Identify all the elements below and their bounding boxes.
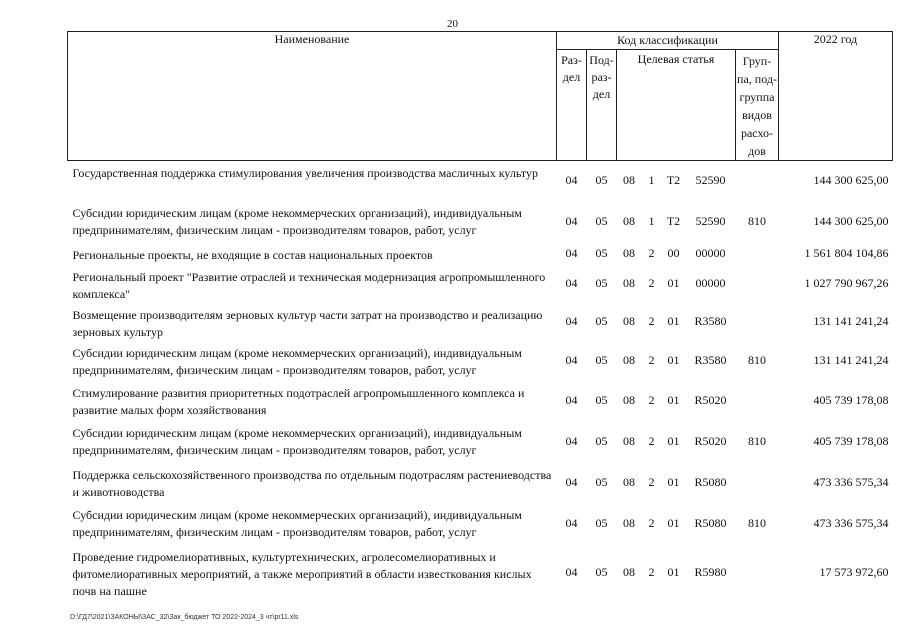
row-podrazdel: 05 — [595, 314, 608, 328]
row-expense-type — [736, 265, 779, 303]
row-name: Субсидии юридическим лицам (кроме некоммерческих организаций), индивидуальным предпринимателям, физическим лицам - производителям товаров, работ, услуг — [72, 345, 522, 377]
row-target-program: 08 — [623, 314, 635, 328]
row-target-event: 00 — [667, 246, 680, 260]
row-target-direction: R3580 — [694, 353, 727, 367]
row-name: Субсидии юридическим лицам (кроме некоммерческих организаций), индивидуальным предпринимателям, физическим лицам - производителям товаров, работ, услуг — [72, 425, 522, 457]
header-razdel: Раз- дел — [557, 50, 587, 161]
row-podrazdel: 05 — [595, 173, 608, 188]
row-name: Возмещение производителям зерновых культур части затрат на производство и реализацию зерновых культур — [72, 307, 543, 339]
row-amount: 131 141 241,24 — [813, 353, 889, 367]
row-target-subprogram: 2 — [648, 353, 655, 367]
row-razdel: 04 — [565, 314, 578, 328]
row-razdel: 04 — [565, 353, 578, 367]
row-podrazdel: 05 — [595, 276, 608, 290]
header-expense-type: Груп- па, под- группа видов расхо- дов — [736, 50, 779, 161]
row-target-event: 01 — [667, 314, 680, 328]
row-razdel: 04 — [565, 516, 578, 530]
row-target-program: 08 — [623, 516, 635, 530]
row-target-program: 08 — [623, 276, 635, 290]
file-path-footer: D:\ГД7\2021\ЗАКОНЫ\ЗАС_32\Зак_бюджет ТО 2022-2024_3 чт\pr11.xls — [70, 614, 299, 621]
table-body — [68, 161, 893, 601]
row-expense-type — [736, 463, 779, 503]
row-target-direction: R5980 — [694, 565, 727, 579]
row-target-subprogram: 2 — [648, 565, 655, 579]
row-target-direction: 52590 — [695, 173, 726, 188]
row-podrazdel: 05 — [595, 516, 608, 530]
row-target-direction: R5020 — [694, 393, 727, 407]
table-row — [68, 341, 893, 381]
row-expense-type — [736, 243, 779, 265]
table-row — [68, 243, 893, 265]
row-target-event: 01 — [667, 393, 680, 407]
row-expense-type: 810 — [748, 516, 766, 530]
row-target-event: Т2 — [666, 214, 681, 228]
row-target-direction: R5020 — [694, 434, 727, 448]
row-target-program: 08 — [623, 475, 635, 489]
row-target-subprogram: 2 — [648, 475, 655, 489]
row-target-program: 08 — [623, 565, 635, 579]
table-row — [68, 201, 893, 243]
header-year: 2022 год — [779, 32, 893, 161]
row-target-event: 01 — [667, 353, 680, 367]
header-code-group: Код классификации — [557, 32, 779, 50]
row-name: Региональный проект "Развитие отраслей и техническая модернизация агропромышленного комплекса" — [72, 269, 546, 301]
row-podrazdel: 05 — [595, 565, 608, 579]
row-target-direction: 00000 — [695, 246, 726, 260]
row-name: Государственная поддержка стимулирования увеличения производства масличных культур — [72, 166, 538, 180]
header-podrazdel: Под- раз- дел — [587, 50, 617, 161]
row-name: Региональные проекты, не входящие в состав национальных проектов — [72, 247, 433, 262]
table-row — [68, 381, 893, 421]
row-name: Поддержка сельскохозяйственного производства по отдельным подотраслям растениеводства и животноводства — [72, 467, 552, 499]
row-expense-type: 810 — [748, 434, 766, 448]
budget-table — [67, 31, 893, 601]
row-podrazdel: 05 — [595, 434, 608, 448]
row-razdel: 04 — [565, 246, 578, 260]
row-target-subprogram: 2 — [648, 276, 655, 290]
row-amount: 405 739 178,08 — [813, 434, 889, 448]
row-target-subprogram: 2 — [648, 314, 655, 328]
row-podrazdel: 05 — [595, 353, 608, 367]
row-target-subprogram: 2 — [648, 516, 655, 530]
row-target-subprogram: 2 — [648, 246, 655, 260]
row-expense-type — [736, 381, 779, 421]
table-row — [68, 463, 893, 503]
row-razdel: 04 — [565, 276, 578, 290]
row-target-program: 08 — [623, 173, 635, 188]
row-podrazdel: 05 — [595, 214, 608, 228]
table-row — [68, 421, 893, 463]
row-razdel: 04 — [565, 173, 578, 188]
row-razdel: 04 — [565, 565, 578, 579]
row-target-event: 01 — [667, 276, 680, 290]
row-amount: 473 336 575,34 — [813, 516, 889, 530]
row-podrazdel: 05 — [595, 475, 608, 489]
row-razdel: 04 — [565, 214, 578, 228]
row-amount: 131 141 241,24 — [813, 314, 889, 328]
row-name: Проведение гидромелиоративных, культуртехнических, агролесомелиоративных и фитомелиоративных мероприятий, а также мероприятий в области известкования кислых почв на пашне — [72, 549, 532, 598]
row-target-direction: R3580 — [694, 314, 727, 328]
row-target-event: 01 — [667, 475, 680, 489]
row-name: Субсидии юридическим лицам (кроме некоммерческих организаций), индивидуальным предпринимателям, физическим лицам - производителям товаров, работ, услуг — [72, 205, 522, 237]
row-target-direction: 52590 — [695, 214, 726, 228]
table-row — [68, 303, 893, 341]
header-target-article: Целевая статья — [617, 50, 736, 161]
table-row — [68, 161, 893, 201]
row-target-event: 01 — [667, 565, 680, 579]
row-amount: 473 336 575,34 — [813, 475, 889, 489]
row-target-subprogram: 1 — [648, 173, 655, 188]
row-expense-type: 810 — [748, 353, 766, 367]
row-podrazdel: 05 — [595, 246, 608, 260]
row-expense-type: 810 — [748, 214, 766, 228]
row-razdel: 04 — [565, 475, 578, 489]
row-expense-type — [736, 161, 779, 201]
row-expense-type — [736, 545, 779, 601]
row-razdel: 04 — [565, 434, 578, 448]
page-number: 20 — [447, 18, 458, 30]
table-header — [68, 32, 893, 161]
row-target-direction: R5080 — [694, 516, 727, 530]
table-row — [68, 265, 893, 303]
row-target-program: 08 — [623, 393, 635, 407]
row-amount: 144 300 625,00 — [813, 173, 889, 188]
row-amount: 144 300 625,00 — [813, 214, 889, 228]
row-amount: 1 561 804 104,86 — [804, 246, 889, 260]
row-target-event: 01 — [667, 516, 680, 530]
row-target-event: Т2 — [666, 173, 681, 188]
row-target-subprogram: 2 — [648, 393, 655, 407]
row-razdel: 04 — [565, 393, 578, 407]
row-expense-type — [736, 303, 779, 341]
row-amount: 17 573 972,60 — [819, 565, 889, 579]
row-target-program: 08 — [623, 214, 635, 228]
row-target-subprogram: 1 — [648, 214, 655, 228]
table-row — [68, 545, 893, 601]
row-amount: 1 027 790 967,26 — [804, 276, 889, 290]
row-target-program: 08 — [623, 246, 635, 260]
header-name: Наименование — [68, 32, 557, 161]
row-target-program: 08 — [623, 353, 635, 367]
table-row — [68, 503, 893, 545]
row-target-direction: R5080 — [694, 475, 727, 489]
row-amount: 405 739 178,08 — [813, 393, 889, 407]
row-target-direction: 00000 — [695, 276, 726, 290]
row-target-program: 08 — [623, 434, 635, 448]
row-name: Субсидии юридическим лицам (кроме некоммерческих организаций), индивидуальным предпринимателям, физическим лицам - производителям товаров, работ, услуг — [72, 507, 522, 539]
row-podrazdel: 05 — [595, 393, 608, 407]
row-name: Стимулирование развития приоритетных подотраслей агропромышленного комплекса и развитие малых форм хозяйствования — [72, 385, 525, 417]
row-target-subprogram: 2 — [648, 434, 655, 448]
row-target-event: 01 — [667, 434, 680, 448]
